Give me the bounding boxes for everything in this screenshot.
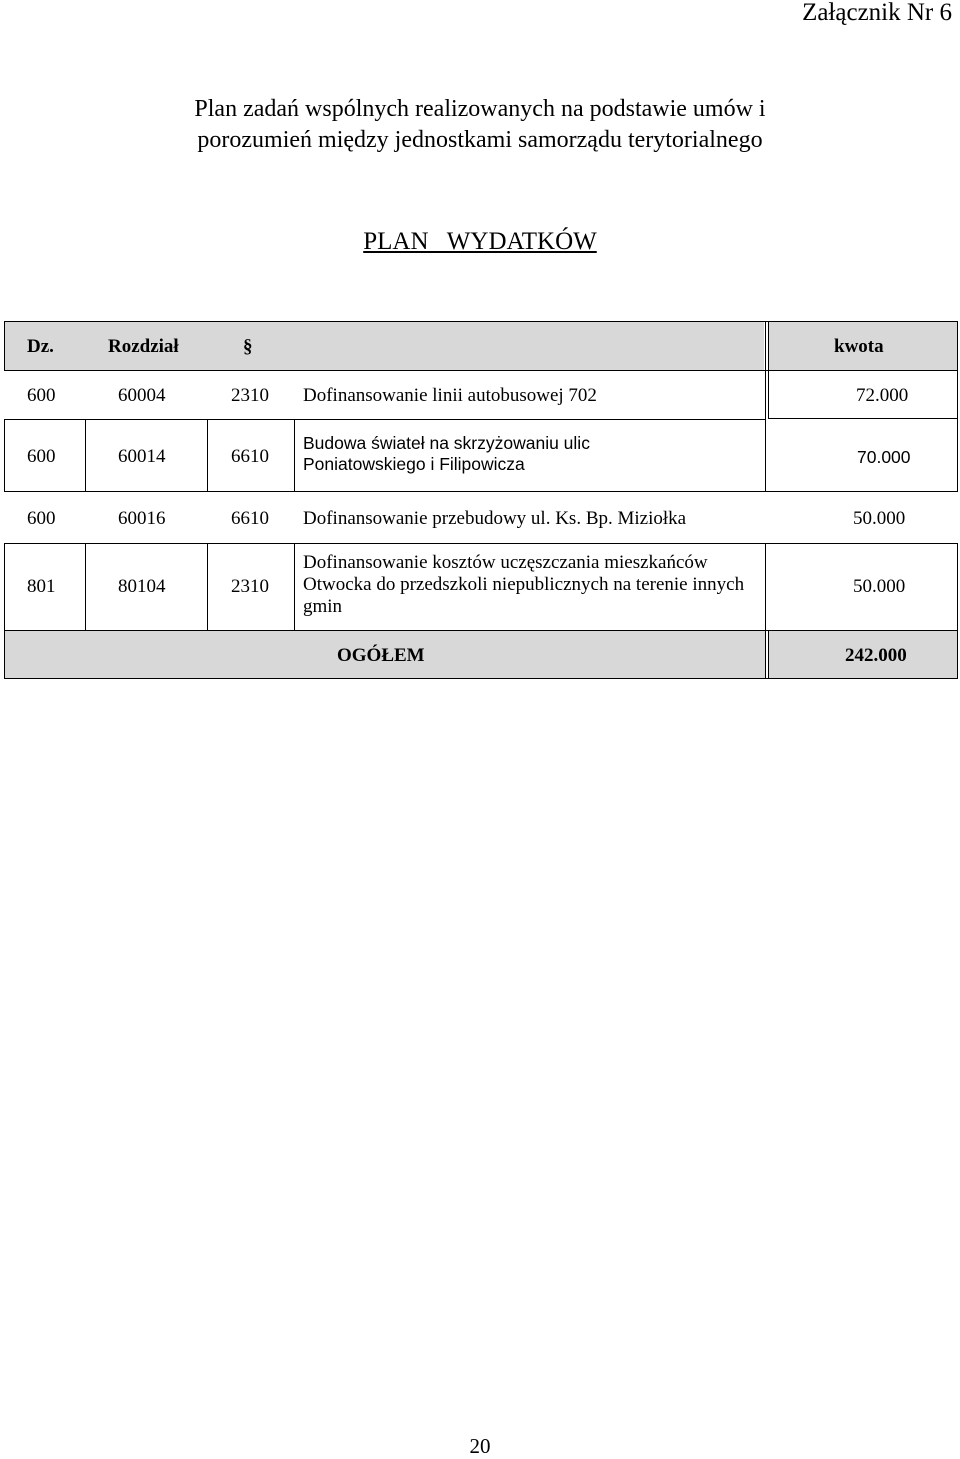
- header-dz: Dz.: [27, 336, 54, 357]
- row-2-rozdzial: 60014: [118, 446, 166, 467]
- row-1-kwota: 72.000: [856, 385, 909, 406]
- title-line-2: porozumień między jednostkami samorządu terytorialnego: [197, 127, 763, 153]
- row-4-paragraf: 2310: [231, 576, 269, 597]
- row-1-opis: Dofinansowanie linii autobusowej 702: [303, 385, 597, 406]
- row-2-dz: 600: [27, 446, 56, 467]
- total-kwota: 242.000: [845, 645, 907, 666]
- row-4-opis: Dofinansowanie kosztów uczęszczania mieszkańców Otwocka do przedszkoli niepublicznych na terenie innych gmin: [303, 552, 745, 617]
- row-1-rozdzial: 60004: [118, 385, 166, 406]
- plan-heading: PLAN WYDATKÓW: [363, 228, 597, 255]
- row-2-opis: Budowa świateł na skrzyżowaniu ulic Poniatowskiego i Filipowicza: [303, 433, 590, 474]
- row-3-paragraf: 6610: [231, 508, 269, 529]
- row-2-kwota: 70.000: [857, 447, 911, 467]
- row-4-dz: 801: [27, 576, 56, 597]
- row-3-dz: 600: [27, 508, 56, 529]
- page-number: 20: [469, 1434, 491, 1458]
- row-4-rozdzial: 80104: [118, 576, 166, 597]
- row-1-dz: 600: [27, 385, 56, 406]
- document-title: [0, 94, 960, 156]
- annex-label: Załącznik Nr 6: [802, 0, 952, 26]
- row-4-kwota: 50.000: [853, 576, 906, 597]
- header-kwota: kwota: [834, 336, 884, 357]
- row-3-kwota: 50.000: [853, 508, 906, 529]
- header-rozdzial: Rozdział: [108, 336, 179, 357]
- row-3-rozdzial: 60016: [118, 508, 166, 529]
- title-line-1: Plan zadań wspólnych realizowanych na podstawie umów i: [194, 96, 766, 122]
- total-label: OGÓŁEM: [337, 645, 425, 666]
- row-1-paragraf: 2310: [231, 385, 269, 406]
- row-3-opis: Dofinansowanie przebudowy ul. Ks. Bp. Miziołka: [303, 508, 687, 529]
- row-2-paragraf: 6610: [231, 446, 269, 467]
- header-paragraf: §: [243, 336, 253, 357]
